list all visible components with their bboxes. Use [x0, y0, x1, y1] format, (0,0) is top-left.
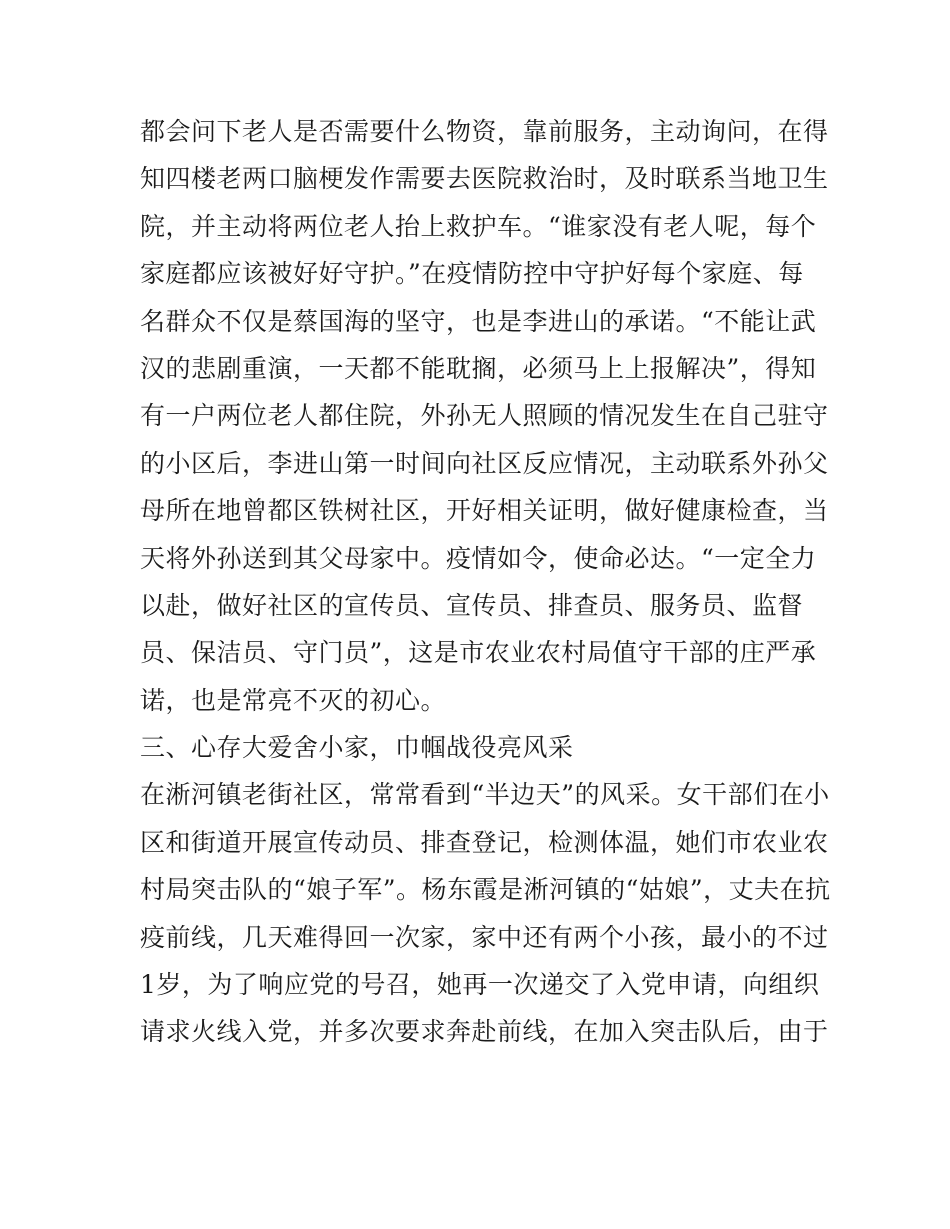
- text-line: 都会问下老人是否需要什么物资，靠前服务，主动询问，在得: [140, 117, 829, 146]
- text-line: 名群众不仅是蔡国海的坚守，也是李进山的承诺。“不能让武: [140, 306, 817, 336]
- text-line: 母所在地曾都区铁树社区，开好相关证明，做好健康检查，当: [140, 496, 829, 526]
- text-line: 以赴，做好社区的宣传员、宣传员、排查员、服务员、监督: [140, 590, 804, 620]
- body-text: [140, 108, 831, 1056]
- text-line: 家庭都应该被好好守护。”在疫情防控中守护好每个家庭、每: [140, 259, 804, 289]
- text-line: 村局突击队的“娘子军”。杨东霞是淅河镇的“姑娘”，丈夫在抗: [140, 875, 831, 905]
- text-line: 有一户两位老人都住院，外孙无人照顾的情况发生在自己驻守: [140, 401, 829, 431]
- text-line: 知四楼老两口脑梗发作需要去医院救治时，及时联系当地卫生: [140, 164, 829, 194]
- text-line: 汉的悲剧重演，一天都不能耽搁，必须马上上报解决”，得知: [140, 353, 817, 383]
- text-line: 天将外孙送到其父母家中。疫情如令，使命必达。“一定全力: [140, 543, 817, 573]
- section-heading: 三、心存大爱舍小家，巾帼战役亮风采: [140, 733, 574, 763]
- text-line: 在淅河镇老街社区，常常看到“半边天”的风采。女干部们在小: [140, 780, 830, 810]
- text-line: 员、保洁员、守门员”，这是市农业农村局值守干部的庄严承: [140, 638, 817, 668]
- text-line: 的小区后，李进山第一时间向社区反应情况，主动联系外孙父: [140, 448, 829, 478]
- text-line: 请求火线入党，并多次要求奔赴前线，在加入突击队后，由于: [140, 1017, 829, 1047]
- text-line: 院，并主动将两位老人抬上救护车。“谁家没有老人呢，每个: [140, 211, 817, 241]
- text-line: 疫前线，几天难得回一次家，家中还有两个小孩，最小的不过: [140, 922, 829, 952]
- text-line: 1岁，为了响应党的号召，她再一次递交了入党申请，向组织: [140, 970, 820, 1000]
- text-line: 诺，也是常亮不灭的初心。: [140, 685, 447, 715]
- text-line: 区和街道开展宣传动员、排查登记，检测体温，她们市农业农: [140, 827, 829, 857]
